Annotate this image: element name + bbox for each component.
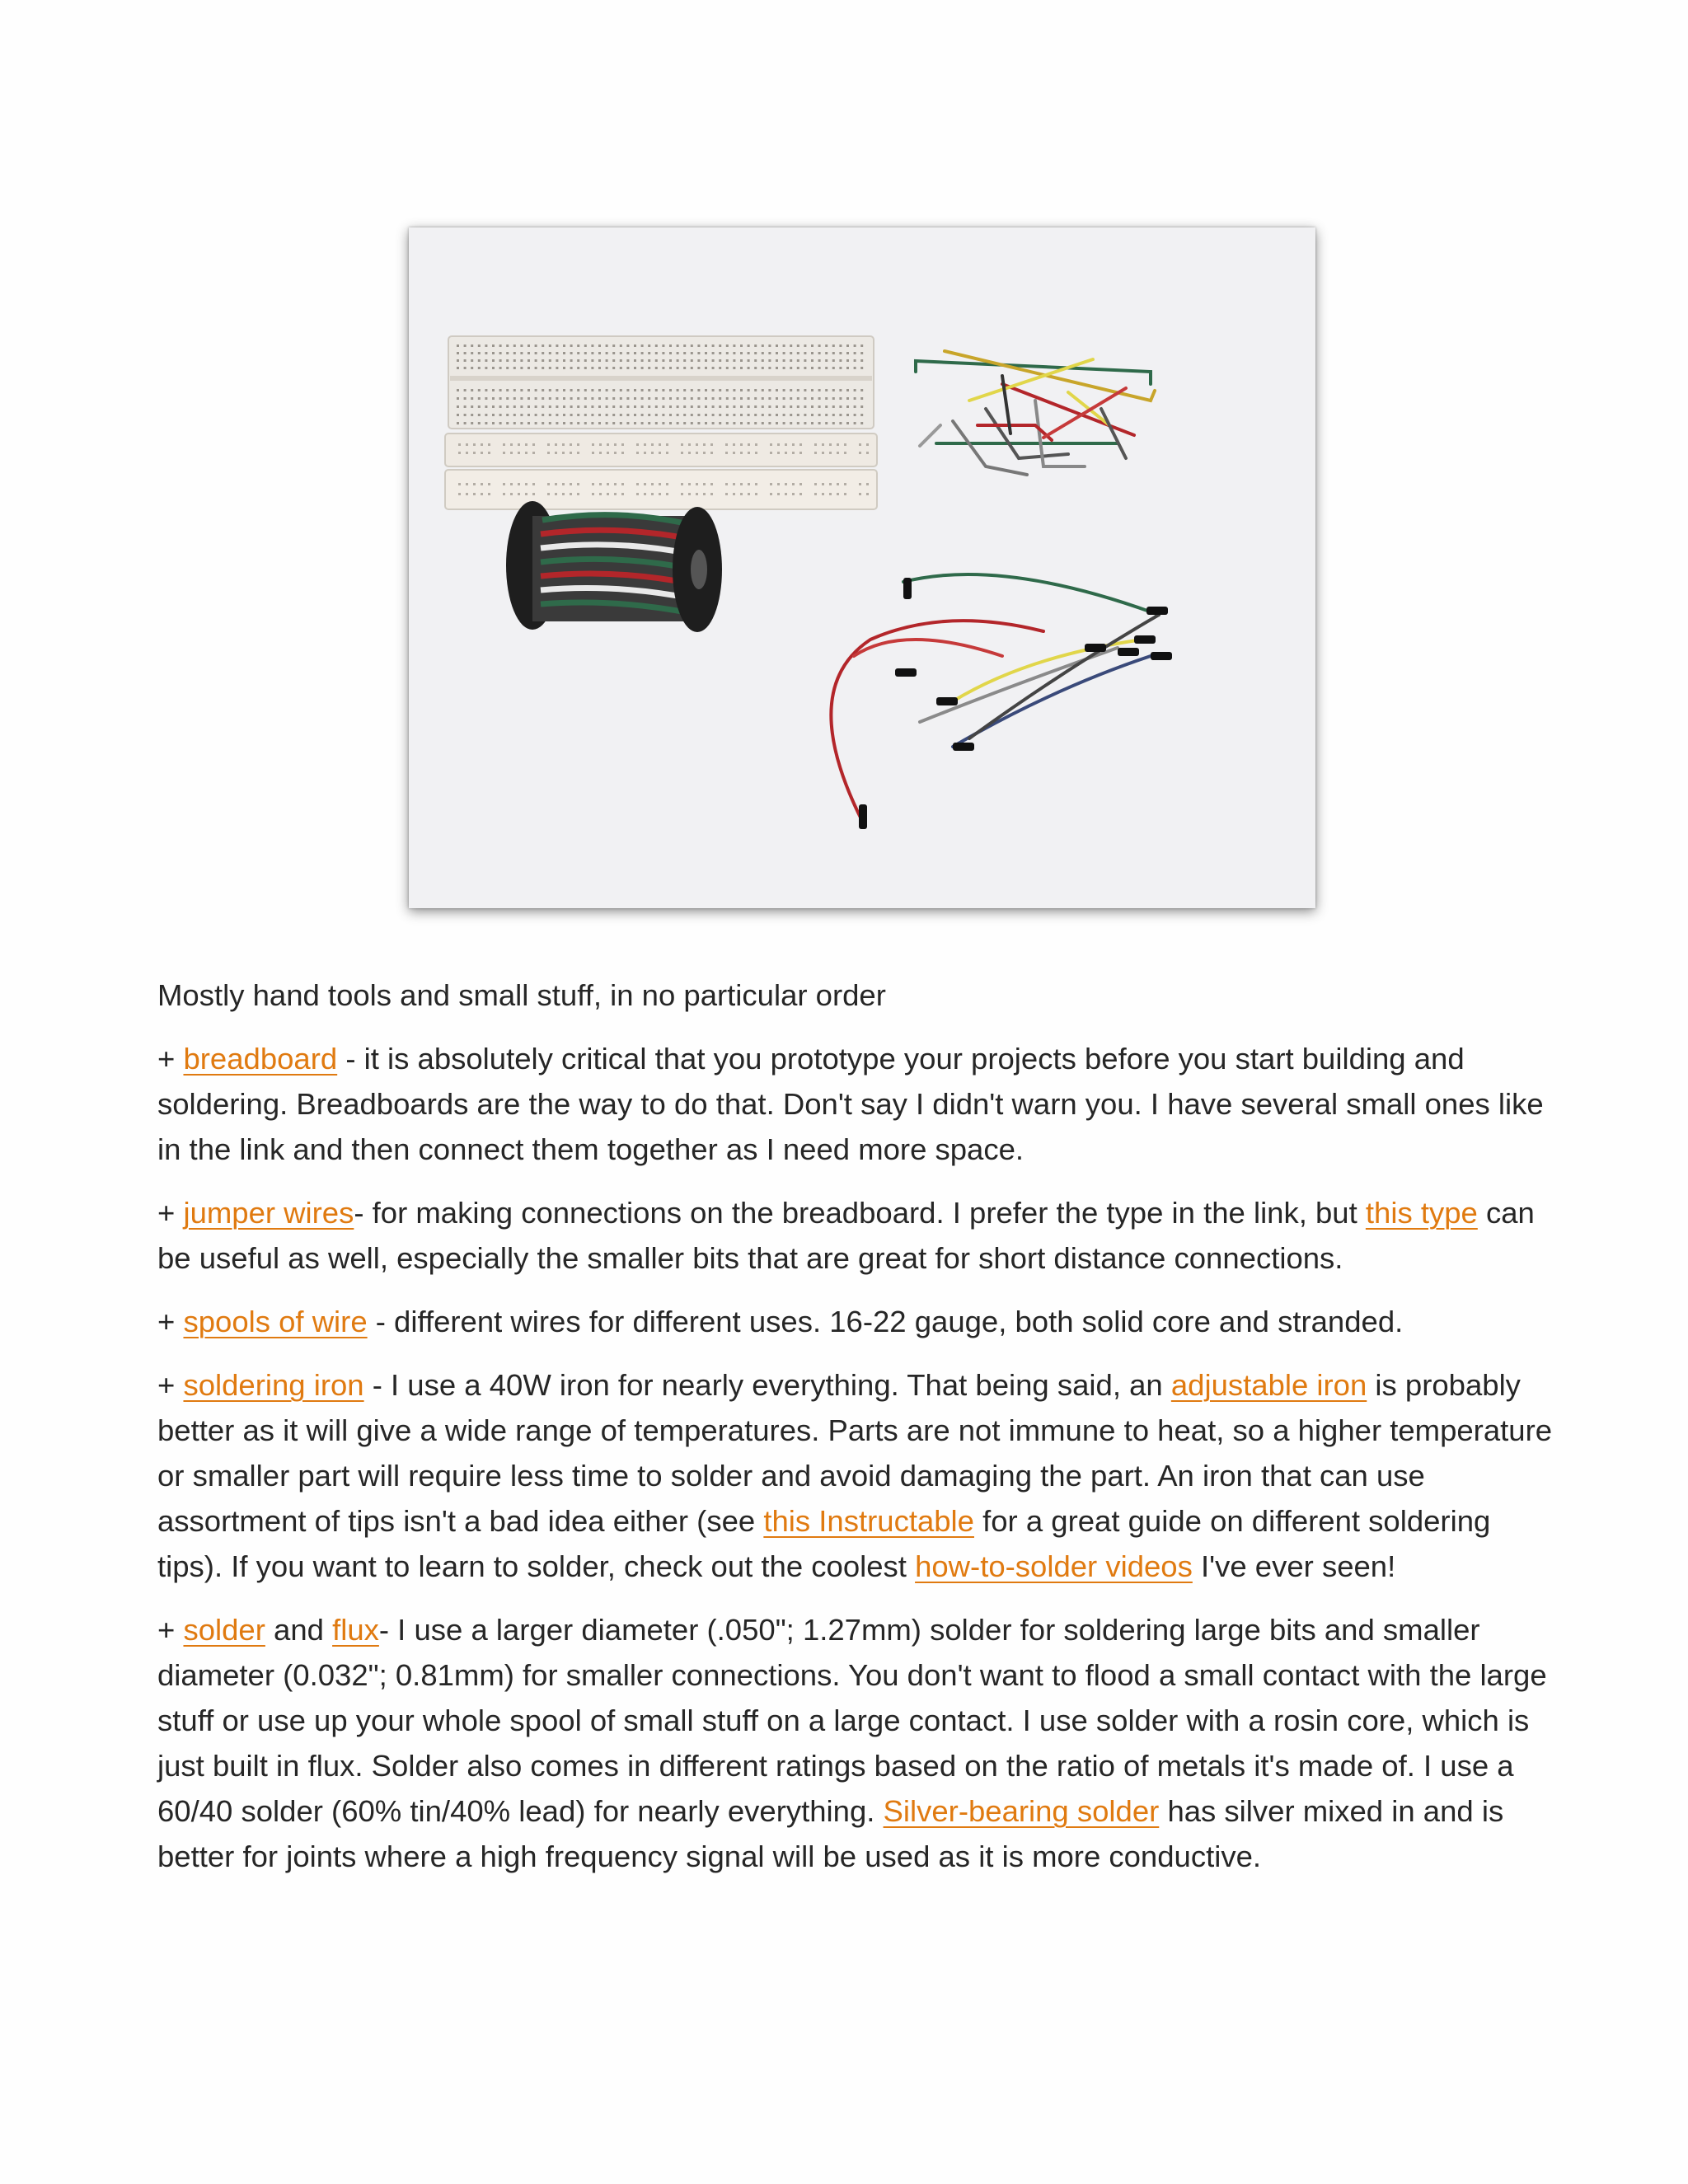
soldering-iron-link[interactable]: soldering iron [183,1368,364,1402]
spools-of-wire-link[interactable]: spools of wire [183,1305,368,1338]
silver-bearing-solder-link[interactable]: Silver-bearing solder [883,1794,1160,1828]
wire-spool-image [506,501,722,632]
item-text: is probably better as it will give a wide range of temperatures. Parts are not immune to heat, so a higher temperature or smaller part will require less time to solder and avoid damaging the part. An iron that can use assortment of tips isn't a bad idea either (see [157,1368,1553,1538]
item-text: and [265,1613,333,1647]
breadboard-image [445,336,877,509]
flux-link[interactable]: flux [332,1613,379,1647]
breadboard-link[interactable]: breadboard [183,1042,338,1076]
list-item-solder-and-flux [157,1607,1559,1879]
list-item-soldering-iron [157,1362,1559,1589]
item-text: - for making connections on the breadboard. I prefer the type in the link, but [354,1196,1366,1230]
electronics-supplies-photo [409,227,1315,908]
list-item-breadboard [157,1036,1559,1172]
item-text: - it is absolutely critical that you prototype your projects before you start building and soldering. Breadboards are the way to do that. Don't say I didn't warn you. I have several small ones like in the link and then connect them together as I need more space. [157,1042,1544,1166]
item-prefix: + [157,1305,184,1338]
list-item-jumper-wires [157,1190,1559,1281]
adjustable-iron-link[interactable]: adjustable iron [1170,1368,1367,1402]
item-prefix: + [157,1613,184,1647]
photo-illustration [409,227,1315,908]
item-text: - different wires for different uses. 16-22 gauge, both solid core and stranded. [367,1305,1404,1338]
item-prefix: + [157,1196,184,1230]
article-body [157,972,1559,1897]
list-item-spools-of-wire [157,1299,1559,1344]
item-text: I've ever seen! [1192,1549,1396,1583]
item-prefix: + [157,1042,184,1076]
item-text: - I use a 40W iron for nearly everything. That being said, an [363,1368,1171,1402]
item-text: - I use a larger diameter (.050"; 1.27mm) solder for soldering large bits and smaller diameter (0.032"; 0.81mm) for smaller connections. You don't want to flood a small contact with the large stuff or use up your whole spool of small stuff on a large contact. I use solder with a rosin core, which is just built in flux. Solder also comes in different ratings based on the ratio of metals it's made of. I use a 60/40 solder (60% tin/40% lead) for nearly everything. [157,1613,1547,1828]
item-text: has silver mixed in and is better for joints where a high frequency signal will be used as it is more conductive. [157,1794,1504,1873]
intro-text: Mostly hand tools and small stuff, in no particular order [157,978,886,1012]
item-prefix: + [157,1368,184,1402]
item-text: for a great guide on different soldering tips). If you want to learn to solder, check out the coolest [157,1504,1491,1583]
solder-link[interactable]: solder [183,1613,265,1647]
this-instructable-link[interactable]: this Instructable [763,1504,974,1538]
item-text: can be useful as well, especially the smaller bits that are great for short distance connections. [157,1196,1535,1275]
how-to-solder-videos-link[interactable]: how-to-solder videos [915,1549,1193,1583]
this-type-link[interactable]: this type [1365,1196,1478,1230]
jumper-wires-link[interactable]: jumper wires [183,1196,354,1230]
